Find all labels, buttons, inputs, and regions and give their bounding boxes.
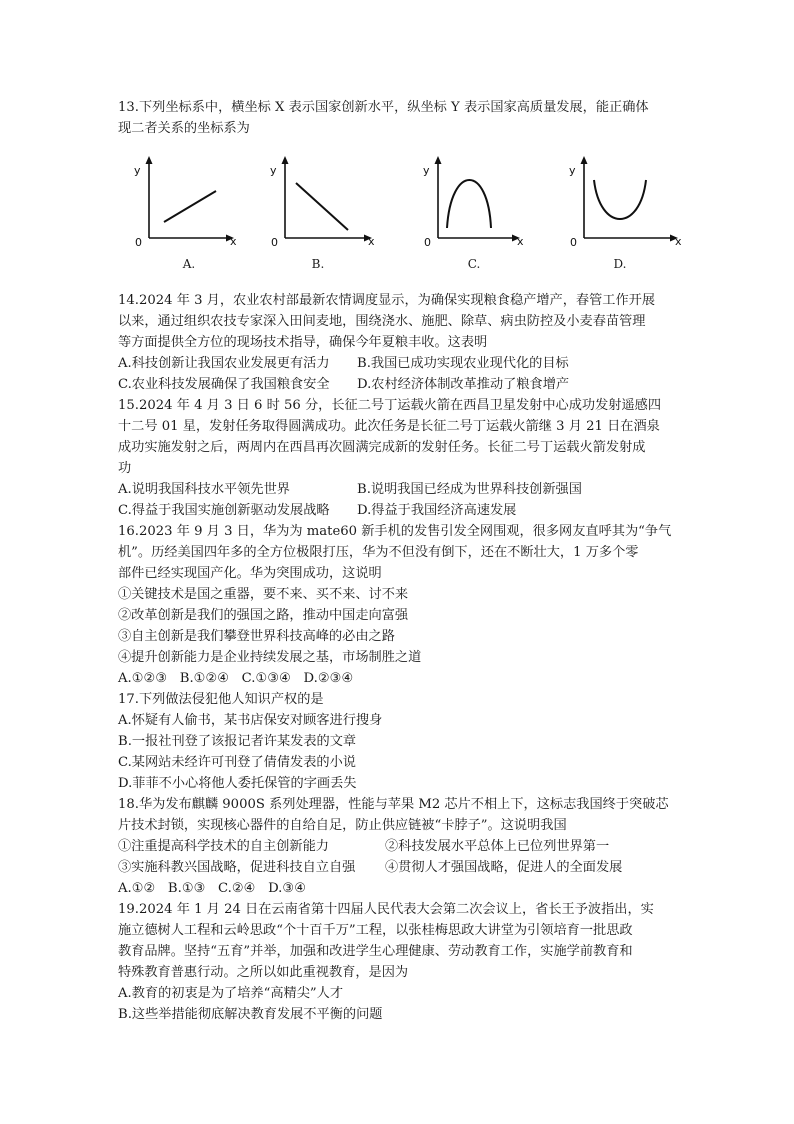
q17-stem: 17.下列做法侵犯他人知识产权的是 (118, 692, 324, 707)
option-b-caption: B. (311, 257, 325, 271)
falling-line (296, 183, 348, 230)
q17-option-c: C.某网站未经许可刊登了倩倩发表的小说 (118, 755, 356, 770)
q15-stem-line-2: 十二号 01 星，发射任务取得圆满成功。此次任务是长征二号丁运载火箭继 3 月 21 日在酒泉 (118, 419, 660, 434)
graph-b (264, 150, 384, 280)
q16-stem-line-2: 机”。历经美国四年多的全方位极限打压，华为不但没有倒下，还在不断壮大，1 万多个零 (118, 545, 639, 560)
q19-stem-line-4: 特殊教育普惠行动。之所以如此重视教育，是因为 (118, 965, 409, 980)
q18-statement-3: ③实施科教兴国战略，促进科技自立自强 (118, 860, 356, 875)
q14-option-b: B.我国已成功实现农业现代化的目标 (357, 356, 569, 371)
q18-options: A.①② B.①③ C.②④ D.③④ (118, 881, 307, 896)
y-label: y (569, 164, 576, 177)
rising-line (164, 191, 216, 222)
q19-stem-line-3: 教育品牌。坚持“五育”并举，加强和改进学生心理健康、劳动教育工作，实施学前教育和 (118, 944, 633, 959)
x-label: x (230, 235, 237, 248)
graph-b-plot (264, 150, 384, 255)
q16-options: A.①②③ B.①②④ C.①③④ D.②③④ (118, 671, 354, 686)
u-curve (594, 180, 646, 219)
x-label: x (517, 235, 524, 248)
option-d-caption: D. (613, 257, 627, 271)
y-label: y (423, 164, 430, 177)
q18-statement-1: ①注重提高科学技术的自主创新能力 (118, 839, 329, 854)
inverted-u-curve (447, 180, 491, 228)
q13-graphs (120, 150, 680, 280)
q15-option-b: B.说明我国已经成为世界科技创新强国 (357, 482, 582, 497)
q15-stem-line-3: 成功实施发射之后，两周内在西昌再次圆满完成新的发射任务。长征二号丁运载火箭发射成 (118, 440, 646, 455)
q15-option-d: D.得益于我国经济高速发展 (357, 503, 517, 518)
q13-stem-line-1: 13.下列坐标系中，横坐标 X 表示国家创新水平，纵坐标 Y 表示国家高质量发展，能正确体 (118, 100, 649, 115)
q16-statement-3: ③自主创新是我们攀登世界科技高峰的必由之路 (118, 629, 395, 644)
q16-statement-4: ④提升创新能力是企业持续发展之基，市场制胜之道 (118, 650, 422, 665)
q18-statement-2: ②科技发展水平总体上已位列世界第一 (385, 839, 610, 854)
graph-d (560, 150, 690, 280)
q15-option-c: C.得益于我国实施创新驱动发展战略 (118, 503, 330, 518)
q18-stem-line-2: 片技术封锁，实现核心器件的自给自足，防止供应链被“卡脖子”。这说明我国 (118, 818, 567, 833)
q19-stem-line-1: 19.2024 年 1 月 24 日在云南省第十四届人民代表大会第二次会议上，省长王予波指出，实 (118, 902, 654, 917)
y-label: y (270, 164, 277, 177)
q15-stem-line-1: 15.2024 年 4 月 3 日 6 时 56 分，长征二号丁运载火箭在西昌卫星发射中心成功发射遥感四 (118, 398, 662, 413)
option-c-caption: C. (467, 257, 481, 271)
q18-statement-4: ④贯彻人才强国战略，促进人的全面发展 (385, 860, 623, 875)
q19-option-a: A.教育的初衷是为了培养“高精尖”人才 (118, 986, 344, 1001)
q16-statement-1: ①关键技术是国之重器，要不来、买不来、讨不来 (118, 587, 409, 602)
graph-a (120, 150, 240, 280)
q13-stem-line-2: 现二者关系的坐标系为 (118, 121, 250, 136)
q14-stem-line-1: 14.2024 年 3 月，农业农村部最新农情调度显示，为确保实现粮食稳产增产，春管工作开展 (118, 293, 656, 308)
q19-stem-line-2: 施立德树人工程和云岭思政“个十百千万”工程，以张桂梅思政大讲堂为引领培育一批思政 (118, 923, 633, 938)
q14-option-d: D.农村经济体制改革推动了粮食增产 (357, 377, 570, 392)
q17-option-d: D.菲菲不小心将他人委托保管的字画丢失 (118, 776, 357, 791)
q14-stem-line-2: 以来，通过组织农技专家深入田间麦地，围绕浇水、施肥、除草、病虫防控及小麦春苗管理 (118, 314, 646, 329)
q19-option-b: B.这些举措能彻底解决教育发展不平衡的问题 (118, 1007, 383, 1022)
graph-c (418, 150, 538, 280)
q16-statement-2: ②改革创新是我们的强国之路，推动中国走向富强 (118, 608, 409, 623)
y-label: y (134, 164, 141, 177)
origin-label: 0 (135, 236, 142, 249)
q18-stem-line-1: 18.华为发布麒麟 9000S 系列处理器，性能与苹果 M2 芯片不相上下，这标志我国终于突破芯 (118, 797, 669, 812)
q16-stem-line-1: 16.2023 年 9 月 3 日，华为为 mate60 新手机的发售引发全网围观，很多网友直呼其为“争气 (118, 524, 672, 539)
graph-c-plot (418, 150, 538, 255)
x-label: x (675, 235, 682, 248)
origin-label: 0 (271, 236, 278, 249)
x-label: x (368, 235, 375, 248)
graph-a-plot (120, 150, 240, 255)
q14-option-a: A.科技创新让我国农业发展更有活力 (118, 356, 330, 371)
q15-option-a: A.说明我国科技水平领先世界 (118, 482, 290, 497)
graph-d-plot (560, 150, 690, 255)
q14-option-c: C.农业科技发展确保了我国粮食安全 (118, 377, 330, 392)
q17-option-b: B.一报社刊登了该报记者许某发表的文章 (118, 734, 357, 749)
origin-label: 0 (570, 236, 577, 249)
q17-option-a: A.怀疑有人偷书，某书店保安对顾客进行搜身 (118, 713, 383, 728)
origin-label: 0 (424, 236, 431, 249)
q16-stem-line-3: 部件已经实现国产化。华为突围成功，这说明 (118, 566, 382, 581)
q15-stem-line-4: 功 (118, 461, 132, 476)
q14-stem-line-3: 等方面提供全方位的现场技术指导，确保今年夏粮丰收。这表明 (118, 335, 488, 350)
option-a-caption: A. (182, 257, 196, 271)
